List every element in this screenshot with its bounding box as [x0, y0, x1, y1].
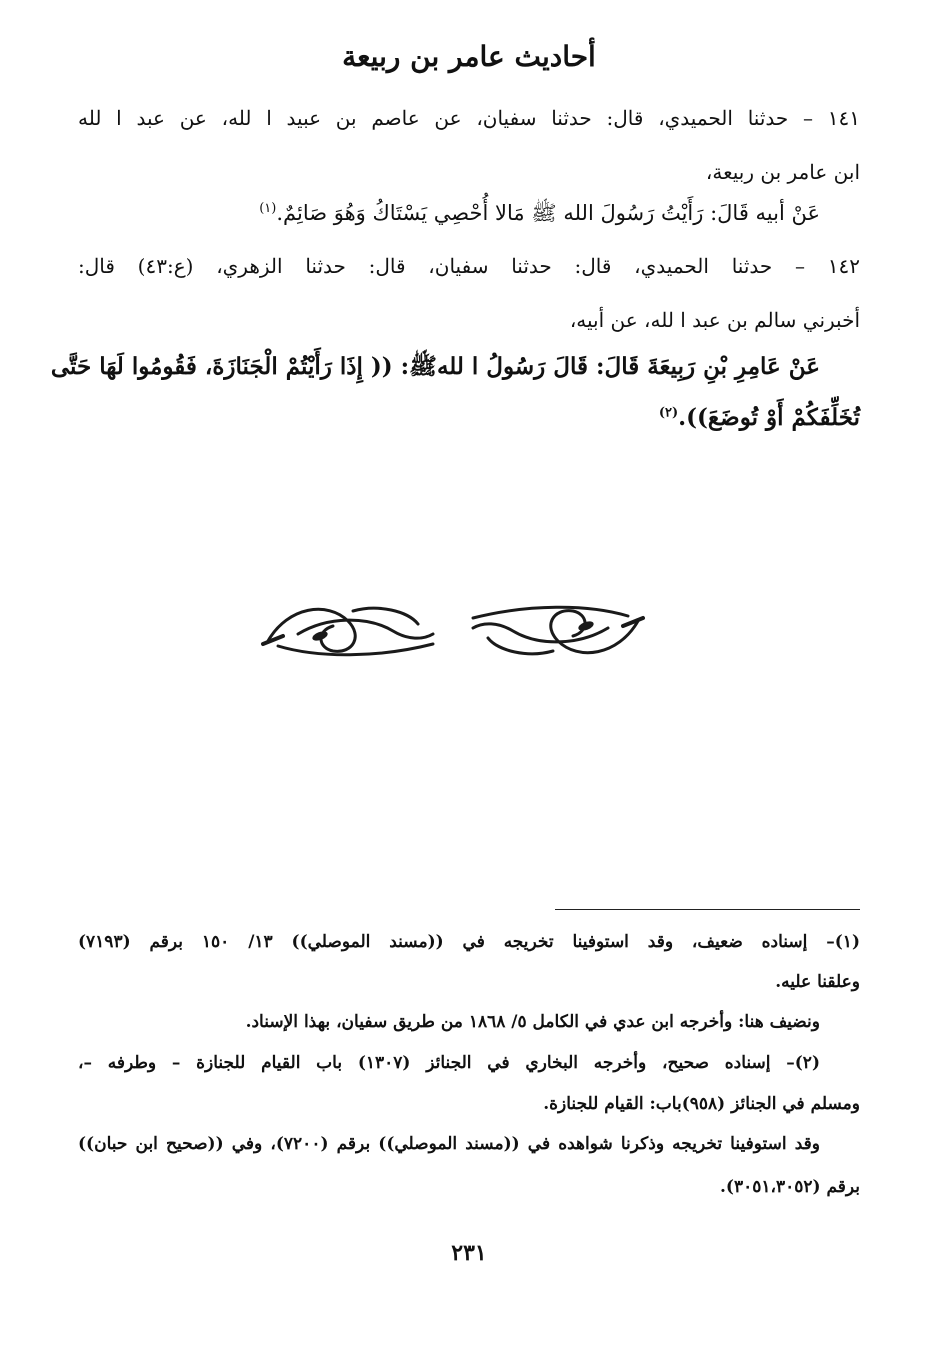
- hadith-142-line-2: أخبرني سالم بن عبد ا لله، عن أبيه،: [569, 308, 860, 332]
- page-number: ٢٣١: [451, 1240, 487, 1266]
- hadith-142-line-3: عَنْ عَامِرِ بْنِ رَبِيعَةَ قَالَ: قَالَ رَسُولُ ا للهﷺ: (( إِذَا رَأَيْتُمْ الْجَنَازَةَ، فَقُومُوا لَهَا حَتَّى: [50, 353, 820, 380]
- footnote-2-line-2: ومسلم في الجنائز (٩٥٨)باب: القيام للجنازة.: [543, 1094, 860, 1114]
- hadith-141-line-1: ١٤١ – حدثنا الحميدي، قال: حدثنا سفيان، عن عاصم بن عبيد ا لله، عن عبد ا لله: [78, 106, 860, 130]
- footnote-divider: [555, 909, 860, 910]
- hadith-142-line-1: ١٤٢ – حدثنا الحميدي، قال: حدثنا سفيان، قال: حدثنا الزهري، (ع:٤٣) قال:: [78, 254, 860, 278]
- footnote-1-line-1: (١)– إسناده ضعيف، وقد استوفينا تخريجه في ((مسند الموصلي)) ١٣/ ١٥٠ برقم (٧١٩٣): [78, 932, 860, 952]
- footnote-marker-1: (١): [259, 201, 277, 216]
- hadith-142-line-4: [78, 404, 860, 431]
- footnote-2-line-3: وقد استوفينا تخريجه وذكرنا شواهده في ((مسند الموصلي)) برقم (٧٢٠٠)، وفي ((صحيح ابن حبان)): [78, 1134, 821, 1154]
- page: [50, 0, 860, 1366]
- footnote-marker-2: (٢): [658, 405, 679, 421]
- footnote-2-line-4: برقم (٣٠٥١،٣٠٥٢).: [719, 1177, 860, 1197]
- decorative-divider-icon: [258, 596, 648, 666]
- hadith-141-line-3: [78, 200, 860, 231]
- hadith-141-line-2: ابن عامر بن ربيعة،: [705, 160, 860, 184]
- hadith-142-text: تُخَلِّفَكُمْ أَوْ تُوضَعَ)).: [678, 404, 860, 431]
- hadith-141-text: عَنْ أبيه قَالَ: رَأَيْتُ رَسُولَ الله ﷺ مَالا أُحْصِي يَسْتَاكُ وَهُوَ صَائِمٌ.: [276, 201, 820, 225]
- footnote-1-line-2: وعلقنا عليه.: [775, 972, 860, 992]
- footnote-1-line-3: ونضيف هنا: وأخرجه ابن عدي في الكامل ٥/ ١٨٦٨ من طريق سفيان، بهذا الإسناد.: [245, 1012, 820, 1032]
- footnote-2-line-1: (٢)– إسناده صحيح، وأخرجه البخاري في الجنائز (١٣٠٧) باب القيام للجنازة – وطرفه –،: [78, 1053, 820, 1073]
- page-title: أحاديث عامر بن ربيعة: [342, 40, 596, 73]
